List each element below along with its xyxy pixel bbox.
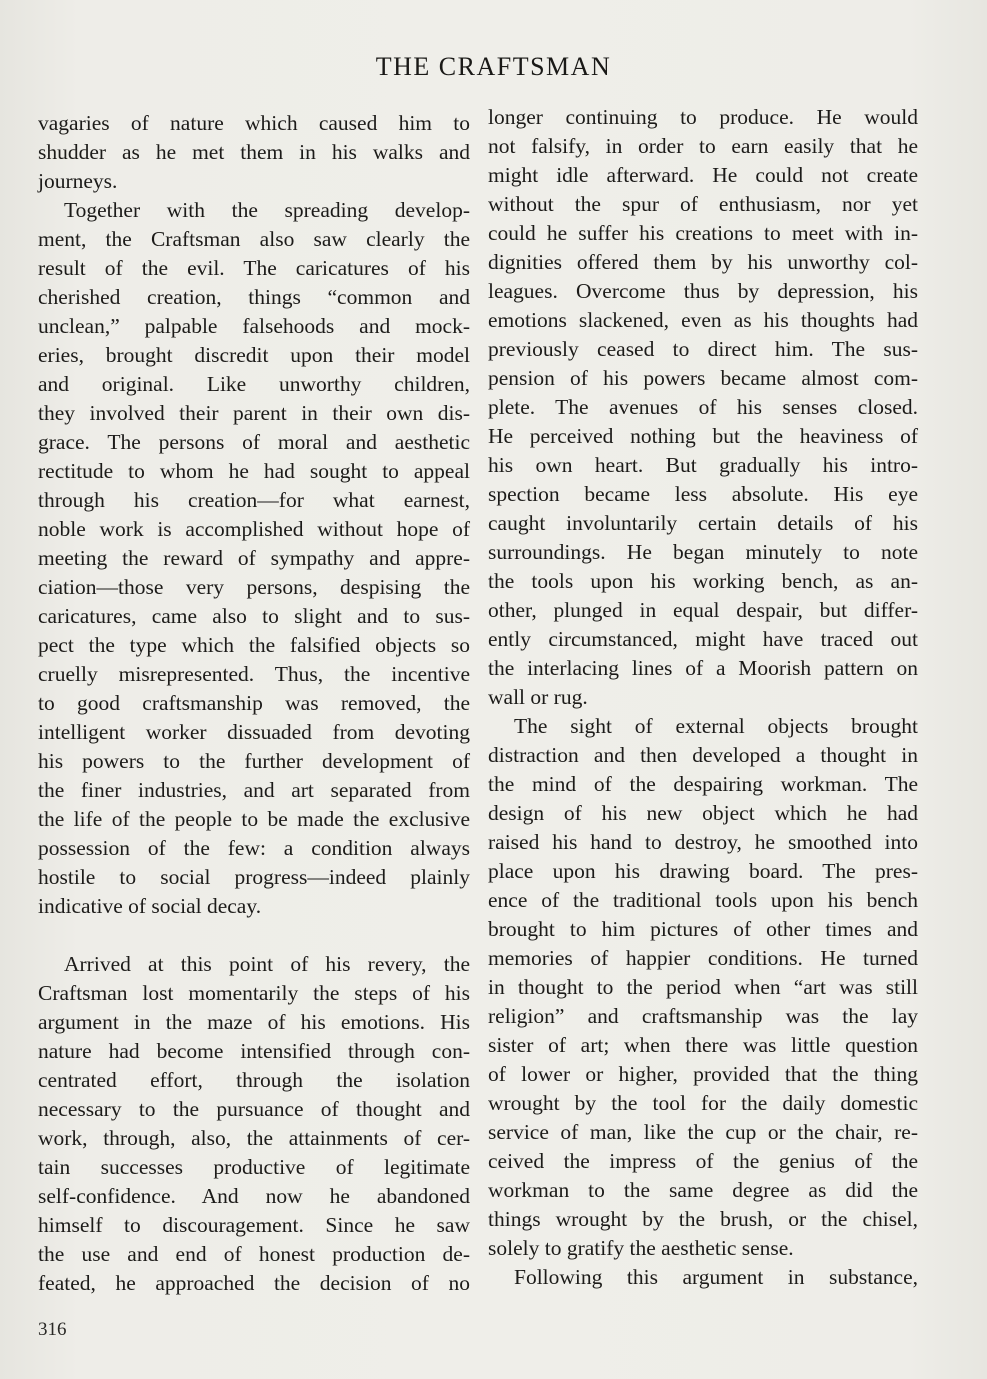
text-line: centrated effort, through the isolation (38, 1068, 470, 1092)
text-line: noble work is accomplished without hope of (38, 517, 470, 541)
text-line: to good craftsmanship was removed, the (38, 691, 470, 715)
text-line: indicative of social decay. (38, 894, 262, 918)
text-line: unclean,” palpable falsehoods and mock- (38, 314, 470, 338)
text-line: self-confidence. And now he abandoned (38, 1184, 470, 1208)
text-line: possession of the few: a condition always (38, 836, 470, 860)
running-title: THE CRAFTSMAN (375, 52, 612, 81)
text-line: could he suffer his creations to meet with in- (488, 221, 918, 245)
text-line: raised his hand to destroy, he smoothed into (488, 830, 918, 854)
text-line: his powers to the further development of (38, 749, 470, 773)
text-line: ment, the Craftsman also saw clearly the (38, 227, 470, 251)
text-line: workman to the same degree as did the (488, 1178, 918, 1202)
text-line: Following this argument in substance, (514, 1265, 918, 1289)
text-line: previously ceased to direct him. The sus- (488, 337, 918, 361)
text-line: surroundings. He began minutely to note (488, 540, 918, 564)
text-line: grace. The persons of moral and aesthetic (38, 430, 470, 454)
text-line: his own heart. But gradually his intro- (488, 453, 918, 477)
text-line: not falsify, in order to earn easily that he (488, 134, 918, 158)
text-line: Together with the spreading develop- (64, 198, 470, 222)
text-line: the use and end of honest production de- (38, 1242, 470, 1266)
text-line: ceived the impress of the genius of the (488, 1149, 918, 1173)
text-line: feated, he approached the decision of no (38, 1271, 470, 1295)
text-line: the tools upon his working bench, as an- (488, 569, 918, 593)
text-line: tain successes productive of legitimate (38, 1155, 470, 1179)
text-line: ence of the traditional tools upon his bench (488, 888, 918, 912)
text-line: the mind of the despairing workman. The (488, 772, 918, 796)
text-line: dignities offered them by his unworthy col- (488, 250, 918, 274)
text-line: cherished creation, things “common and (38, 285, 470, 309)
text-line: The sight of external objects brought (514, 714, 918, 738)
text-line: through his creation—for what earnest, (38, 488, 470, 512)
text-line: Craftsman lost momentarily the steps of his (38, 981, 470, 1005)
text-line: eries, brought discredit upon their model (38, 343, 470, 367)
text-line: service of man, like the cup or the chair, re- (488, 1120, 918, 1144)
text-line: work, through, also, the attainments of cer- (38, 1126, 470, 1150)
text-line: design of his new object which he had (488, 801, 918, 825)
text-line: memories of happier conditions. He turned (488, 946, 918, 970)
text-line: brought to him pictures of other times and (488, 917, 918, 941)
text-line: distraction and then developed a thought in (488, 743, 918, 767)
text-line: emotions slackened, even as his thoughts had (488, 308, 918, 332)
page-number: 316 (38, 1319, 67, 1340)
paragraph-gap (38, 921, 470, 950)
text-line: shudder as he met them in his walks and (38, 140, 470, 164)
text-line: result of the evil. The caricatures of his (38, 256, 470, 280)
text-line: things wrought by the brush, or the chisel, (488, 1207, 918, 1231)
text-line: pect the type which the falsified objects so (38, 633, 470, 657)
text-line: other, plunged in equal despair, but differ- (488, 598, 918, 622)
text-line: the life of the people to be made the exclusive (38, 807, 470, 831)
text-line: cruelly misrepresented. Thus, the incentive (38, 662, 470, 686)
text-line: necessary to the pursuance of thought and (38, 1097, 470, 1121)
text-line: religion” and craftsmanship was the lay (488, 1004, 918, 1028)
text-line: the interlacing lines of a Moorish pattern on (488, 656, 918, 680)
text-line: sister of art; when there was little question (488, 1033, 918, 1057)
text-line: ently circumstanced, might have traced out (488, 627, 918, 651)
text-line: in thought to the period when “art was still (488, 975, 918, 999)
text-line: argument in the maze of his emotions. His (38, 1010, 470, 1034)
text-line: journeys. (38, 169, 118, 193)
text-line: pension of his powers became almost com- (488, 366, 918, 390)
left-column (38, 109, 470, 1298)
text-line: plete. The avenues of his senses closed. (488, 395, 918, 419)
text-line: and original. Like unworthy children, (38, 372, 470, 396)
text-line: caught involuntarily certain details of his (488, 511, 918, 535)
text-line: place upon his drawing board. The pres- (488, 859, 918, 883)
text-line: wall or rug. (488, 685, 588, 709)
text-line: He perceived nothing but the heaviness of (488, 424, 918, 448)
text-line: caricatures, came also to slight and to sus- (38, 604, 470, 628)
text-line: longer continuing to produce. He would (488, 105, 918, 129)
text-line: might idle afterward. He could not create (488, 163, 918, 187)
text-line: the finer industries, and art separated from (38, 778, 470, 802)
text-line: ciation—those very persons, despising the (38, 575, 470, 599)
text-line: nature had become intensified through con- (38, 1039, 470, 1063)
text-line: Arrived at this point of his revery, the (64, 952, 470, 976)
text-line: meeting the reward of sympathy and appre- (38, 546, 470, 570)
text-line: spection became less absolute. His eye (488, 482, 918, 506)
text-line: leagues. Overcome thus by depression, his (488, 279, 918, 303)
text-line: vagaries of nature which caused him to (38, 111, 470, 135)
text-line: solely to gratify the aesthetic sense. (488, 1236, 794, 1260)
right-column (488, 103, 918, 1292)
text-line: rectitude to whom he had sought to appeal (38, 459, 470, 483)
text-line: without the spur of enthusiasm, nor yet (488, 192, 918, 216)
text-line: intelligent worker dissuaded from devoting (38, 720, 470, 744)
text-line: wrought by the tool for the daily domestic (488, 1091, 918, 1115)
text-line: hostile to social progress—indeed plainly (38, 865, 470, 889)
text-line: himself to discouragement. Since he saw (38, 1213, 470, 1237)
text-line: they involved their parent in their own dis- (38, 401, 470, 425)
text-line: of lower or higher, provided that the thing (488, 1062, 918, 1086)
